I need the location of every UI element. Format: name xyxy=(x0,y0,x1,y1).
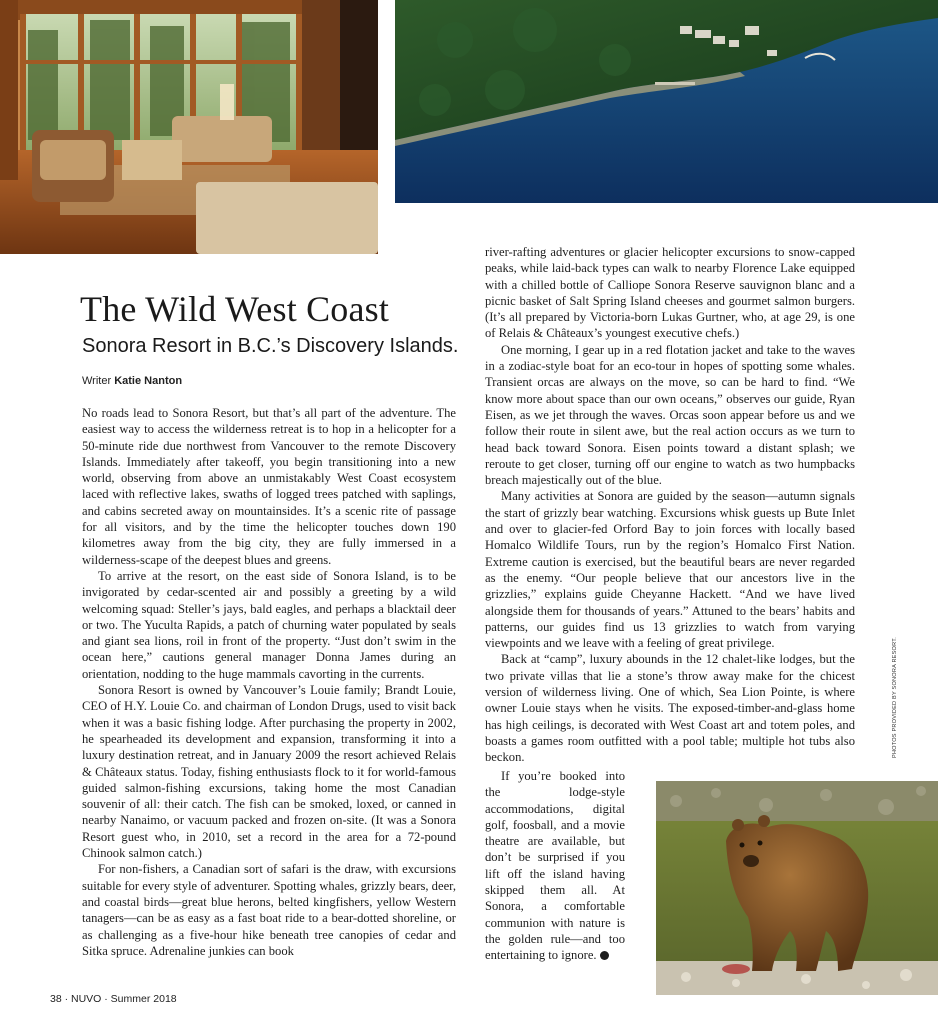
article-title: The Wild West Coast xyxy=(80,289,390,329)
photo-credit-text: PHOTOS PROVIDED BY SONORA RESORT. xyxy=(892,637,898,758)
body-paragraph: Sonora Resort is owned by Vancouver’s Louie family; Brandt Louie, CEO of H.Y. Louie Co. and chairman of London Drugs, used to visit back when it was a basic fishing lodge. After purchasing the property in 2002, he spearheaded its development and expansion, transforming it into a luxury destination retreat, and in January 2009 the resort achieved Relais & Châteaux status. Today, fishing enthusiasts flock to it for world-famous guided salmon-fishing excursions, taking home the most Canadian souvenir of all: their catch. The fish can be smoked, loxed, or canned in nearby Nanaimo, or vacuum packed and frozen on-site. (It was a Sonora Resort guest who, in 2010, set a record in the area for a 72-pound Chinook salmon catch.) xyxy=(82,683,456,861)
body-paragraph: To arrive at the resort, on the east side of Sonora Island, is to be invigorated by cedar-scented air and possibly a greeting by a wild welcoming squad: Steller’s jays, bald eagles, and perhaps a blacktail deer or two. The Yuculta Rapids, a patch of churning water populated by seals and giant sea lions, roil in front of the property. “Just don’t swim in the ocean here,” cautions general manager Donna James during an orientation, nodding to the huge mammals cavorting in the currents. xyxy=(82,568,456,681)
body-paragraph: Back at “camp”, luxury abounds in the 12 chalet-like lodges, but the two private villas that lie a stone’s throw away make for the chicest version of wilderness living. One of which, Sea Lion Pointe, is where owner Louie stays when he visits. The exposed-timber-and-glass home has high ceilings, is decorated with West Coast art and totem poles, and boasts a games room outfitted with a pool table; multiple hot tubs also beckon. xyxy=(485,652,855,765)
byline-author: Katie Nanton xyxy=(114,375,183,387)
body-paragraph: river-rafting adventures or glacier helicopter excursions to snow-capped peaks, while laid-back types can walk to nearby Florence Lake equipped with a chilled bottle of Calliope Sonora Reserve sauvignon blanc and a picnic basket of Salt Spring Island cheeses and gourmet salmon burgers. (It’s all prepared by Victoria-born Lukas Gurtner, who, at age 29, is one of Relais & Châteaux’s youngest executive chefs.) xyxy=(485,245,855,341)
body-paragraph: One morning, I gear up in a red flotation jacket and take to the waves in a zodiac-style boat for an eco-tour in hopes of spotting some whales. Transient orcas are always on the move, so can be hard to find. “We know more about space than our own oceans,” observes our guide, Ryan Eisen, as we jet through the waves. Orcas soon appear before us and we follow their route in silent awe, but the real action occurs as we turn to head back toward Sonora. Eisen points toward a distant splash; we reroute to get closer, turning off our engine to watch as two humpbacks breach majestically out of the blue. xyxy=(485,342,855,488)
article-closing-column xyxy=(485,768,625,964)
page-folio: 38 · NUVO · Summer 2018 xyxy=(50,993,177,1005)
article-subtitle: Sonora Resort in B.C.’s Discovery Islands. xyxy=(82,335,459,357)
body-paragraph: For non-fishers, a Canadian sort of safari is the draw, with excursions suitable for every style of adventurer. Spotting whales, grizzly bears, deer, and coastal birds—great blue herons, belted kingfishers, yellow Western tanagers—can be as easy as a fast boat ride to a bear-dotted shoreline, or as challenging as a five-hour hike beneath tree canopies of cedar and Sitka spruce. Adrenaline junkies can book xyxy=(82,862,456,958)
byline-label: Writer xyxy=(82,375,112,387)
byline xyxy=(82,375,182,387)
end-mark-icon xyxy=(600,951,609,960)
grizzly-bear-photo xyxy=(656,781,938,995)
closing-paragraph xyxy=(485,768,625,964)
article-column-right xyxy=(485,244,855,766)
body-paragraph: Many activities at Sonora are guided by the season—autumn signals the start of grizzly bear watching. Excursions whisk guests up Bute Inlet and over to glacier-fed Orford Bay to join forces with locally based Homalco Wildlife Tours, run by the region’s Homalco First Nation. Extreme caution is exercised, but the beautiful bears are never regarded as the enemy. “Our people believe that our ancestors live in the grizzlies,” explains guide Cheyanne Hackett. “And we have lived alongside them for thousands of years.” Attuned to the bears’ habits and patterns, our guides find us 13 grizzlies to watch from varying viewpoints and we leave with a feeling of great privilege. xyxy=(485,489,855,651)
article-column-left xyxy=(82,405,456,959)
photo-credit xyxy=(884,637,898,760)
body-paragraph: No roads lead to Sonora Resort, but that’s all part of the adventure. The easiest way to access the wilderness retreat is to hop in a helicopter for a 50-minute ride due northwest from Vancouver to the remote Discovery Islands. Immediately after takeoff, you begin transitioning into a new world, observing from above an unmistakably West Coast ecosystem laced with reflective lakes, swaths of logged trees patched with saplings, and cabins secreted away on mountainsides. It’s a scenic rite of passage for all visitors, and by the time the helicopter touches down 190 kilometres away from the big city, they are fully immersed in a wilderness-scape of the deepest blues and greens. xyxy=(82,406,456,567)
lodge-interior-photo xyxy=(0,0,378,254)
coastline-aerial-photo xyxy=(395,0,938,203)
closing-text: If you’re booked into the lodge-style accommodations, digital golf, foosball, and a movie theatre are available, but don’t be surprised if you lift off the island having skipped them all. At Sonora, a comfortable communion with nature is the golden rule—and too entertaining to ignore. xyxy=(485,769,625,963)
